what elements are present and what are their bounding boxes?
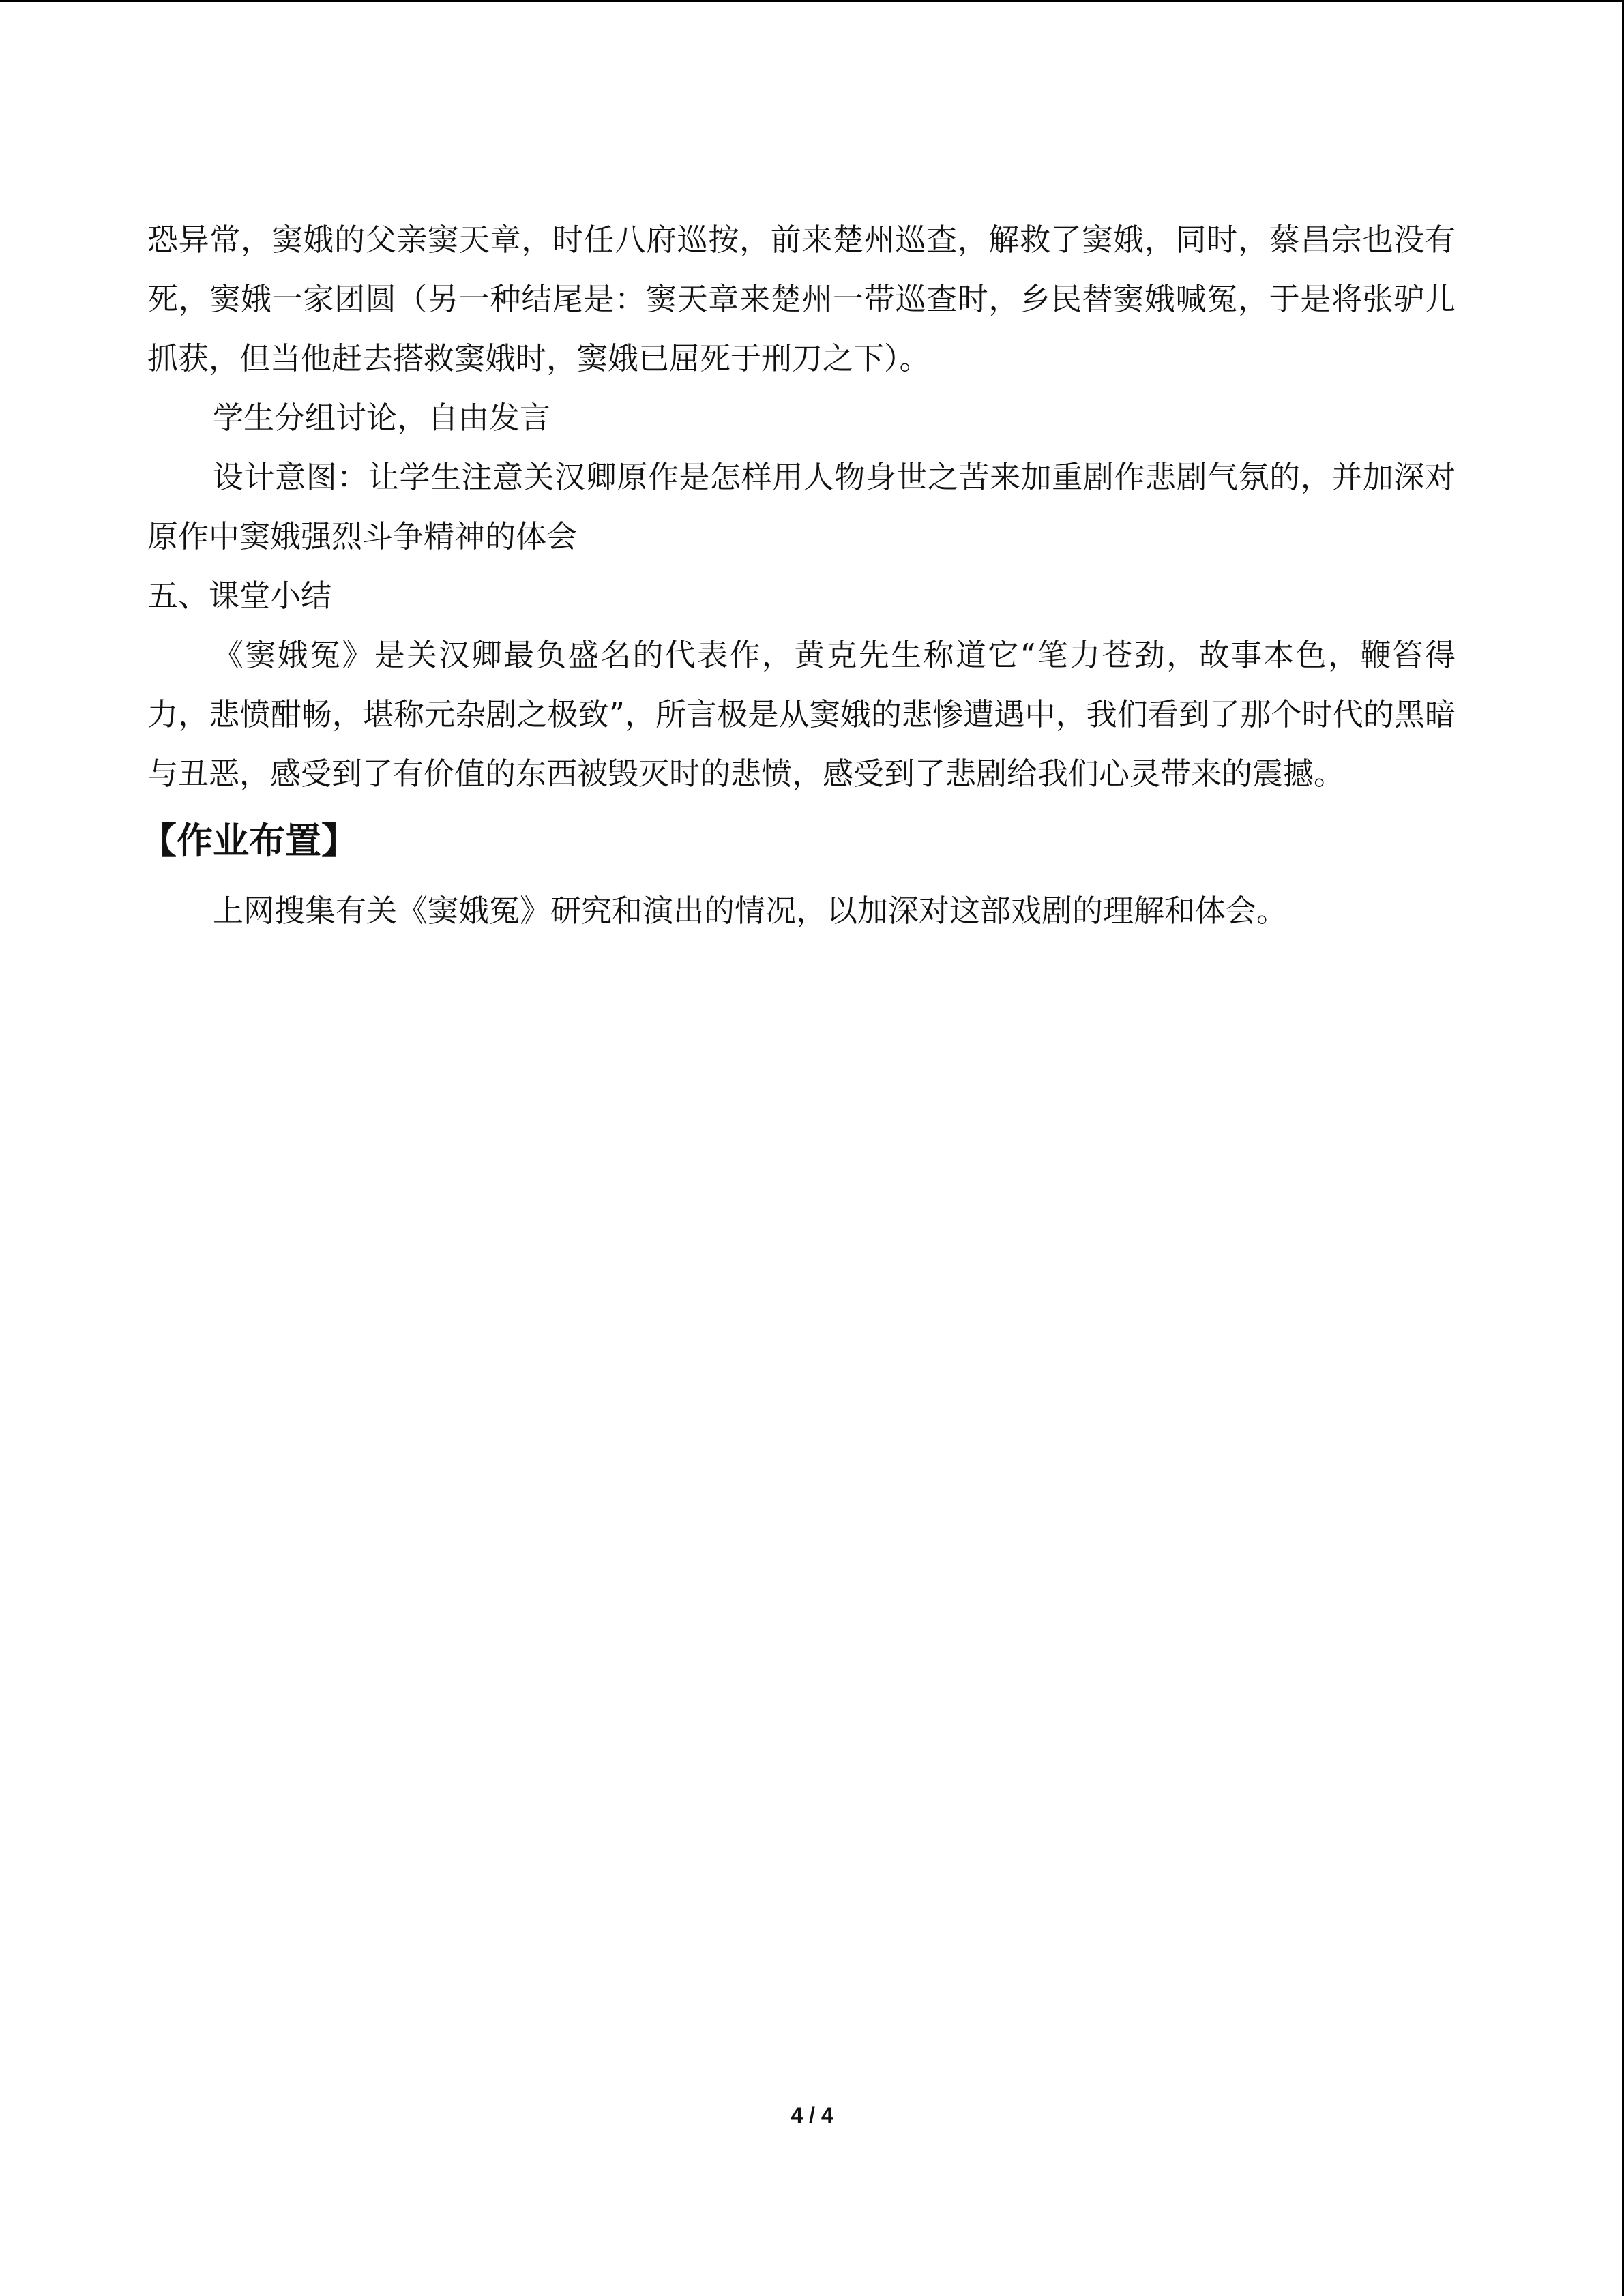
- summary-paragraph: 《窦娥冤》是关汉卿最负盛名的代表作，黄克先生称道它“笔力苍劲，故事本色，鞭笞得力，悲愤酣畅，堪称元杂剧之极致”，所言极是从窦娥的悲惨遭遇中，我们看到了那个时代的黑暗与丑恶，感受到了有价值的东西被毁灭时的悲愤，感受到了悲剧给我们心灵带来的震撼。: [147, 637, 1456, 792]
- design-intent-paragraph: 设计意图：让学生注意关汉卿原作是怎样用人物身世之苦来加重剧作悲剧气氛的，并加深对原作中窦娥强烈斗争精神的体会: [147, 459, 1456, 554]
- homework-paragraph: 上网搜集有关《窦娥冤》研究和演出的情况，以加深对这部戏剧的理解和体会。: [213, 893, 1288, 929]
- homework-heading: 【作业布置】: [141, 820, 357, 862]
- section-heading-summary: 五、课堂小结: [147, 578, 332, 614]
- story-ending-paragraph: 恐异常，窦娥的父亲窦天章，时任八府巡按，前来楚州巡查，解救了窦娥，同时，蔡昌宗也没有死，窦娥一家团圆（另一种结尾是：窦天章来楚州一带巡查时，乡民替窦娥喊冤，于是将张驴儿抓获，但当他赶去搭救窦娥时，窦娥已屈死于刑刀之下）。: [147, 222, 1456, 376]
- document-page: [141, 210, 1456, 940]
- page-top-border: [0, 0, 1624, 2]
- discussion-paragraph: 学生分组讨论，自由发言: [213, 400, 551, 436]
- page-number: 4 / 4: [791, 2103, 833, 2128]
